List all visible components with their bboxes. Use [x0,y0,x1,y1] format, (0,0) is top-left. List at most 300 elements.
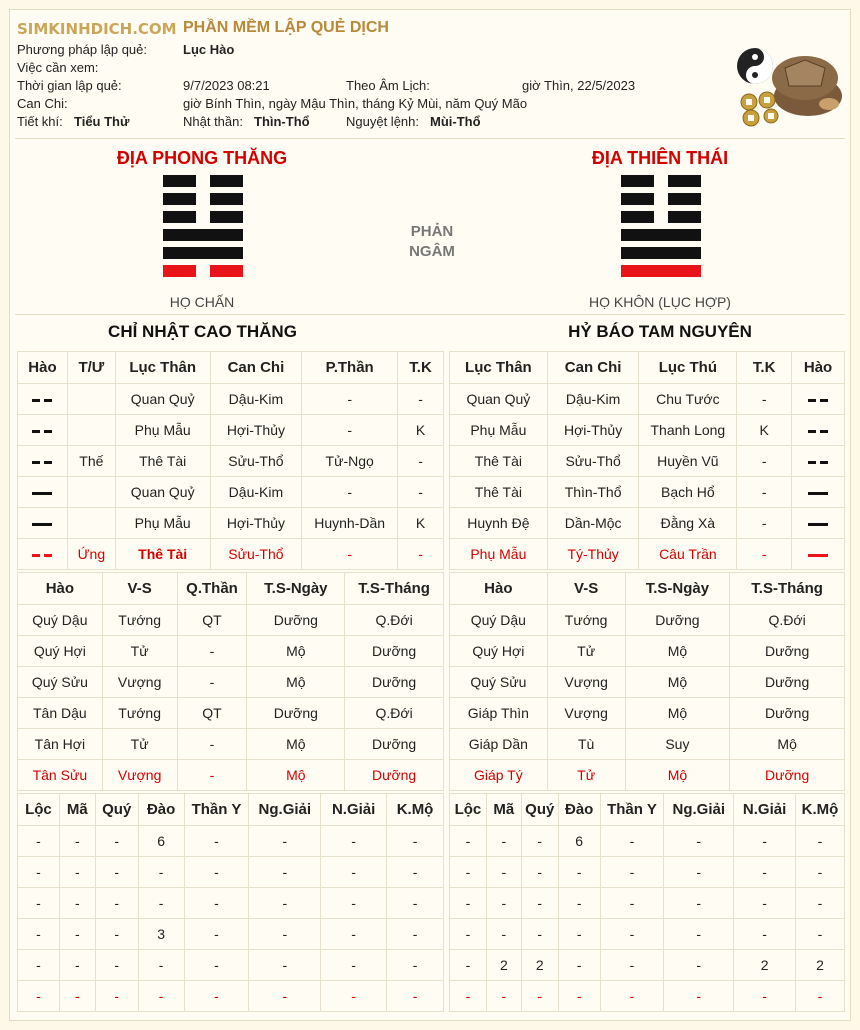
cell-ng-giai: - [664,888,734,919]
cell-t-k: - [398,477,444,508]
cell-ma: - [59,919,95,950]
cell-t-s-ngay: Dưỡng [247,605,345,636]
yin-line-icon [808,461,828,464]
header-loc: Lộc [450,794,487,826]
cell-can-chi: Hợi-Thủy [547,415,639,446]
yang-line-icon [32,492,52,495]
cell-luc-than: Thê Tài [115,446,210,477]
table-row [450,415,845,446]
cell-dao: - [558,888,600,919]
cell-dao: - [558,919,600,950]
cell-can-chi: Dậu-Kim [547,384,639,415]
yin-line-icon [808,399,828,402]
cell-can-chi: Thìn-Thổ [547,477,639,508]
right-gua-name: ĐỊA THIÊN THÁI [591,148,729,168]
cell-loc: - [450,919,487,950]
table-row [18,888,444,919]
cell-ma: - [486,857,521,888]
cell-ma: 2 [486,950,521,981]
yin-line-left [621,175,654,187]
cell-luc-thu: Huyền Vũ [639,446,737,477]
cell-dao: - [558,857,600,888]
cell-hao: Quý Dậu [450,605,548,636]
cell-quy: - [95,857,138,888]
cell-dao: 3 [138,919,184,950]
cell-loc: - [18,826,60,857]
cell-loc: - [450,950,487,981]
lunar-value: giờ Thìn, 22/5/2023 [522,78,636,93]
cell-v-s: Tử [547,636,625,667]
cell-luc-than: Phụ Mẫu [450,539,548,570]
cell-luc-than: Thê Tài [450,446,548,477]
yang-line [621,229,701,241]
cell-v-s: Tử [102,636,177,667]
line-cell [18,508,68,539]
cell-v-s: Tù [547,729,625,760]
cell-luc-than: Phụ Mẫu [115,508,210,539]
cell-than-y: - [184,950,249,981]
cell-dao: 6 [138,826,184,857]
yin-line-right [210,175,243,187]
header-loc: Lộc [18,794,60,826]
table-row [450,919,845,950]
header-luc-thu: Lục Thú [639,352,737,384]
header-quy: Quý [95,794,138,826]
cell-hao: Quý Sửu [18,667,103,698]
table-row [18,477,444,508]
cell-t-s-ngay: Mộ [247,760,345,791]
header-hao: Hào [450,573,548,605]
cell-quy: - [521,826,558,857]
header-ma: Mã [486,794,521,826]
line-cell [18,539,68,570]
cell-t-u [67,415,115,446]
cell-t-s-ngay: Mộ [625,760,730,791]
canchi-value: giờ Bính Thìn, ngày Mậu Thìn, tháng Kỷ Mùi, năm Quý Mão [183,96,528,111]
table-row [18,857,444,888]
cell-can-chi: Tý-Thủy [547,539,639,570]
yang-line-icon [32,523,52,526]
line-cell [18,446,68,477]
time-label: Thời gian lập quẻ: [17,78,122,93]
right-lines-table [449,351,845,570]
cell-n-giai: - [734,919,796,950]
canchi-label: Can Chi: [17,96,68,111]
cell-t-s-thang: Dưỡng [345,760,444,791]
cell-ng-giai: - [664,981,734,1012]
left-stars-table [17,793,444,1012]
cell-ma: - [59,981,95,1012]
yang-line-icon [808,492,828,495]
matter-label: Việc cần xem: [17,60,99,75]
cell-t-k: - [737,477,792,508]
table-row [18,415,444,446]
header-dao: Đào [138,794,184,826]
cell-n-giai: - [321,981,387,1012]
yin-line-icon [32,554,52,557]
method-label: Phương pháp lập quẻ: [17,42,147,57]
cell-t-s-thang: Q.Đới [730,605,845,636]
cell-k-mo: - [387,826,444,857]
yin-line-icon [32,430,52,433]
yin-line-left [163,211,196,223]
header-t-s-ngay: T.S-Ngày [625,573,730,605]
cell-ng-giai: - [664,919,734,950]
yin-line-right [668,175,701,187]
cell-t-s-ngay: Mộ [247,729,345,760]
app-title: PHẦN MỀM LẬP QUẺ DỊCH [183,19,389,36]
yang-line [163,229,243,241]
cell-q-than: QT [177,605,247,636]
cell-t-k: K [398,415,444,446]
cell-v-s: Vượng [547,698,625,729]
cell-dao: - [138,888,184,919]
cell-ma: - [486,981,521,1012]
divider [15,138,845,139]
cell-t-k: - [398,384,444,415]
cell-than-y: - [184,919,249,950]
table-row [18,950,444,981]
table-row [450,760,845,791]
cell-luc-thu: Bạch Hổ [639,477,737,508]
table-row [450,950,845,981]
table-row [450,539,845,570]
cell-t-s-thang: Q.Đới [345,605,444,636]
header-than-y: Thần Y [600,794,664,826]
header-t-s-ngay: T.S-Ngày [247,573,345,605]
cell-q-than: QT [177,698,247,729]
cell-n-giai: 2 [734,950,796,981]
lunar-label: Theo Âm Lịch: [346,78,430,93]
cell-dao: - [558,981,600,1012]
table-row [18,729,444,760]
table-row [450,698,845,729]
cell-loc: - [18,981,60,1012]
cell-t-s-thang: Dưỡng [730,636,845,667]
cell-p-than: Huynh-Dần [302,508,398,539]
cell-t-u: Thế [67,446,115,477]
yin-line-right [668,211,701,223]
cell-luc-than: Quan Quỷ [450,384,548,415]
table-row [18,636,444,667]
cell-k-mo: - [387,919,444,950]
cell-t-s-thang: Dưỡng [730,667,845,698]
time-value: 9/7/2023 08:21 [183,78,270,93]
table-row [450,981,845,1012]
cell-t-s-ngay: Dưỡng [625,605,730,636]
cell-can-chi: Dậu-Kim [210,477,302,508]
cell-luc-than: Phụ Mẫu [115,415,210,446]
header-than-y: Thần Y [184,794,249,826]
line-cell [18,415,68,446]
cell-t-k: - [737,539,792,570]
cell-quy: - [95,919,138,950]
cell-can-chi: Hợi-Thủy [210,415,302,446]
cell-ng-giai: - [249,857,321,888]
header-n-giai: N.Giải [734,794,796,826]
table-row [18,981,444,1012]
yin-line-right [210,193,243,205]
cell-loc: - [450,981,487,1012]
cell-p-than: - [302,539,398,570]
cell-than-y: - [600,857,664,888]
cell-k-mo: - [387,857,444,888]
left-section-title: CHỈ NHẬT CAO THĂNG [108,322,297,341]
table-row [450,508,845,539]
cell-t-k: - [398,539,444,570]
cell-luc-than: Thê Tài [450,477,548,508]
yang-line [163,247,243,259]
cell-t-s-ngay: Mộ [625,698,730,729]
cell-k-mo: - [387,981,444,1012]
tietkhi-label: Tiết khí: [17,114,63,129]
table-row [18,698,444,729]
cell-q-than: - [177,667,247,698]
cell-p-than: - [302,384,398,415]
header-t-k: T.K [398,352,444,384]
header-k-mo: K.Mộ [387,794,444,826]
cell-n-giai: - [321,857,387,888]
header-v-s: V-S [102,573,177,605]
left-hexagram [163,175,243,285]
table-row [18,384,444,415]
cell-t-s-ngay: Mộ [247,636,345,667]
cell-q-than: - [177,760,247,791]
cell-k-mo: - [796,888,845,919]
yin-line-icon [32,399,52,402]
yin-line-left [163,193,196,205]
cell-luc-thu: Câu Trần [639,539,737,570]
cell-ma: - [486,919,521,950]
cell-quy: - [95,826,138,857]
cell-dao: - [138,950,184,981]
cell-can-chi: Dậu-Kim [210,384,302,415]
cell-t-s-thang: Dưỡng [345,729,444,760]
line-cell [792,508,845,539]
header-t-s-thang: T.S-Tháng [730,573,845,605]
cell-k-mo: - [796,981,845,1012]
table-row [450,729,845,760]
cell-loc: - [450,857,487,888]
reversal-label [372,222,492,262]
header-can-chi: Can Chi [547,352,639,384]
table-row [18,605,444,636]
table-row [450,636,845,667]
reversal-label-line1: PHẢN [410,223,454,240]
yin-line-right [668,193,701,205]
cell-t-k: K [398,508,444,539]
header-p-than: P.Thần [302,352,398,384]
table-row [18,446,444,477]
cell-can-chi: Hợi-Thủy [210,508,302,539]
cell-luc-than: Phụ Mẫu [450,415,548,446]
nhatthan-label: Nhật thần: [183,114,243,129]
cell-t-k: - [737,508,792,539]
divider [15,314,845,315]
cell-than-y: - [184,857,249,888]
yin-line-left [163,175,196,187]
cell-t-s-thang: Dưỡng [730,760,845,791]
right-section-title: HỶ BÁO TAM NGUYÊN [568,322,752,341]
cell-quy: - [95,950,138,981]
cell-dao: - [138,981,184,1012]
cell-k-mo: - [796,857,845,888]
cell-t-s-thang: Mộ [730,729,845,760]
cell-than-y: - [600,981,664,1012]
cell-than-y: - [184,888,249,919]
left-gua-family: HỌ CHẤN [169,294,235,310]
cell-luc-thu: Đằng Xà [639,508,737,539]
table-row [450,888,845,919]
table-row [18,667,444,698]
header-ng-giai: Ng.Giải [249,794,321,826]
cell-than-y: - [600,950,664,981]
yin-line-left [621,211,654,223]
header-can-chi: Can Chi [210,352,302,384]
cell-hao: Tân Dậu [18,698,103,729]
header-ng-giai: Ng.Giải [664,794,734,826]
cell-v-s: Tướng [102,605,177,636]
line-cell [792,415,845,446]
cell-luc-than: Quan Quỷ [115,384,210,415]
yin-line-icon [808,430,828,433]
header-ma: Mã [59,794,95,826]
right-strength-table [449,572,845,791]
header-n-giai: N.Giải [321,794,387,826]
cell-p-than: - [302,415,398,446]
line-cell [18,477,68,508]
yang-line [621,247,701,259]
right-stars-table [449,793,845,1012]
yang-line-icon [808,523,828,526]
cell-than-y: - [600,919,664,950]
cell-n-giai: - [321,888,387,919]
cell-quy: - [521,981,558,1012]
cell-t-s-thang: Dưỡng [345,636,444,667]
cell-luc-than: Quan Quỷ [115,477,210,508]
cell-q-than: - [177,636,247,667]
yin-line-left [621,193,654,205]
cell-v-s: Tử [102,729,177,760]
cell-can-chi: Dần-Mộc [547,508,639,539]
cell-ng-giai: - [249,919,321,950]
yang-line-icon [808,554,828,557]
cell-p-than: - [302,477,398,508]
moving-yin-line-right [210,265,243,277]
cell-hao: Quý Hợi [450,636,548,667]
left-strength-table [17,572,444,791]
nguyetlenh-value: Mùi-Thổ [430,114,481,129]
header-q-than: Q.Thần [177,573,247,605]
table-row [450,605,845,636]
cell-t-u: Ứng [67,539,115,570]
cell-v-s: Vượng [102,667,177,698]
cell-k-mo: - [387,888,444,919]
cell-v-s: Vượng [102,760,177,791]
cell-ma: - [59,888,95,919]
cell-than-y: - [600,826,664,857]
cell-than-y: - [600,888,664,919]
cell-loc: - [450,888,487,919]
table-row [450,477,845,508]
right-hexagram [621,175,701,285]
cell-ng-giai: - [249,826,321,857]
cell-dao: - [138,857,184,888]
cell-can-chi: Sửu-Thổ [210,539,302,570]
line-cell [18,384,68,415]
cell-hao: Giáp Tý [450,760,548,791]
cell-ma: - [59,826,95,857]
site-name[interactable]: SIMKINHDICH.COM [17,20,177,38]
table-row [18,760,444,791]
cell-hao: Quý Hợi [18,636,103,667]
cell-hao: Tân Hợi [18,729,103,760]
cell-k-mo: - [387,950,444,981]
cell-luc-thu: Chu Tước [639,384,737,415]
cell-hao: Tân Sửu [18,760,103,791]
header-k-mo: K.Mộ [796,794,845,826]
cell-hao: Giáp Dần [450,729,548,760]
cell-v-s: Tướng [102,698,177,729]
header-v-s: V-S [547,573,625,605]
cell-than-y: - [184,826,249,857]
yin-line-icon [32,461,52,464]
cell-p-than: Tử-Ngọ [302,446,398,477]
cell-k-mo: - [796,919,845,950]
cell-n-giai: - [734,857,796,888]
table-row [450,667,845,698]
header-luc-than: Lục Thân [115,352,210,384]
cell-ma: - [486,888,521,919]
line-cell [792,446,845,477]
cell-ma: - [59,950,95,981]
cell-k-mo: 2 [796,950,845,981]
cell-loc: - [18,888,60,919]
cell-n-giai: - [734,888,796,919]
cell-can-chi: Sửu-Thổ [547,446,639,477]
cell-loc: - [450,826,487,857]
moving-yang-line [621,265,701,277]
cell-ma: - [59,857,95,888]
tietkhi-value: Tiểu Thử [74,114,130,129]
cell-quy: - [521,919,558,950]
header-hao: Hào [18,573,103,605]
header-dao: Đào [558,794,600,826]
cell-t-s-ngay: Mộ [625,667,730,698]
cell-quy: 2 [521,950,558,981]
cell-ng-giai: - [664,857,734,888]
cell-q-than: - [177,729,247,760]
table-row [18,826,444,857]
cell-luc-thu: Thanh Long [639,415,737,446]
cell-quy: - [95,888,138,919]
cell-v-s: Tướng [547,605,625,636]
cell-t-s-thang: Q.Đới [345,698,444,729]
left-lines-table [17,351,444,570]
cell-t-s-ngay: Dưỡng [247,698,345,729]
cell-n-giai: - [734,981,796,1012]
cell-v-s: Vượng [547,667,625,698]
cell-ng-giai: - [249,950,321,981]
table-row [450,826,845,857]
cell-hao: Giáp Thìn [450,698,548,729]
nhatthan-value: Thìn-Thổ [254,114,310,129]
table-row [18,508,444,539]
header-t-s-thang: T.S-Tháng [345,573,444,605]
header-t-k: T.K [737,352,792,384]
nguyetlenh-label: Nguyệt lệnh: [346,114,419,129]
table-row [18,539,444,570]
